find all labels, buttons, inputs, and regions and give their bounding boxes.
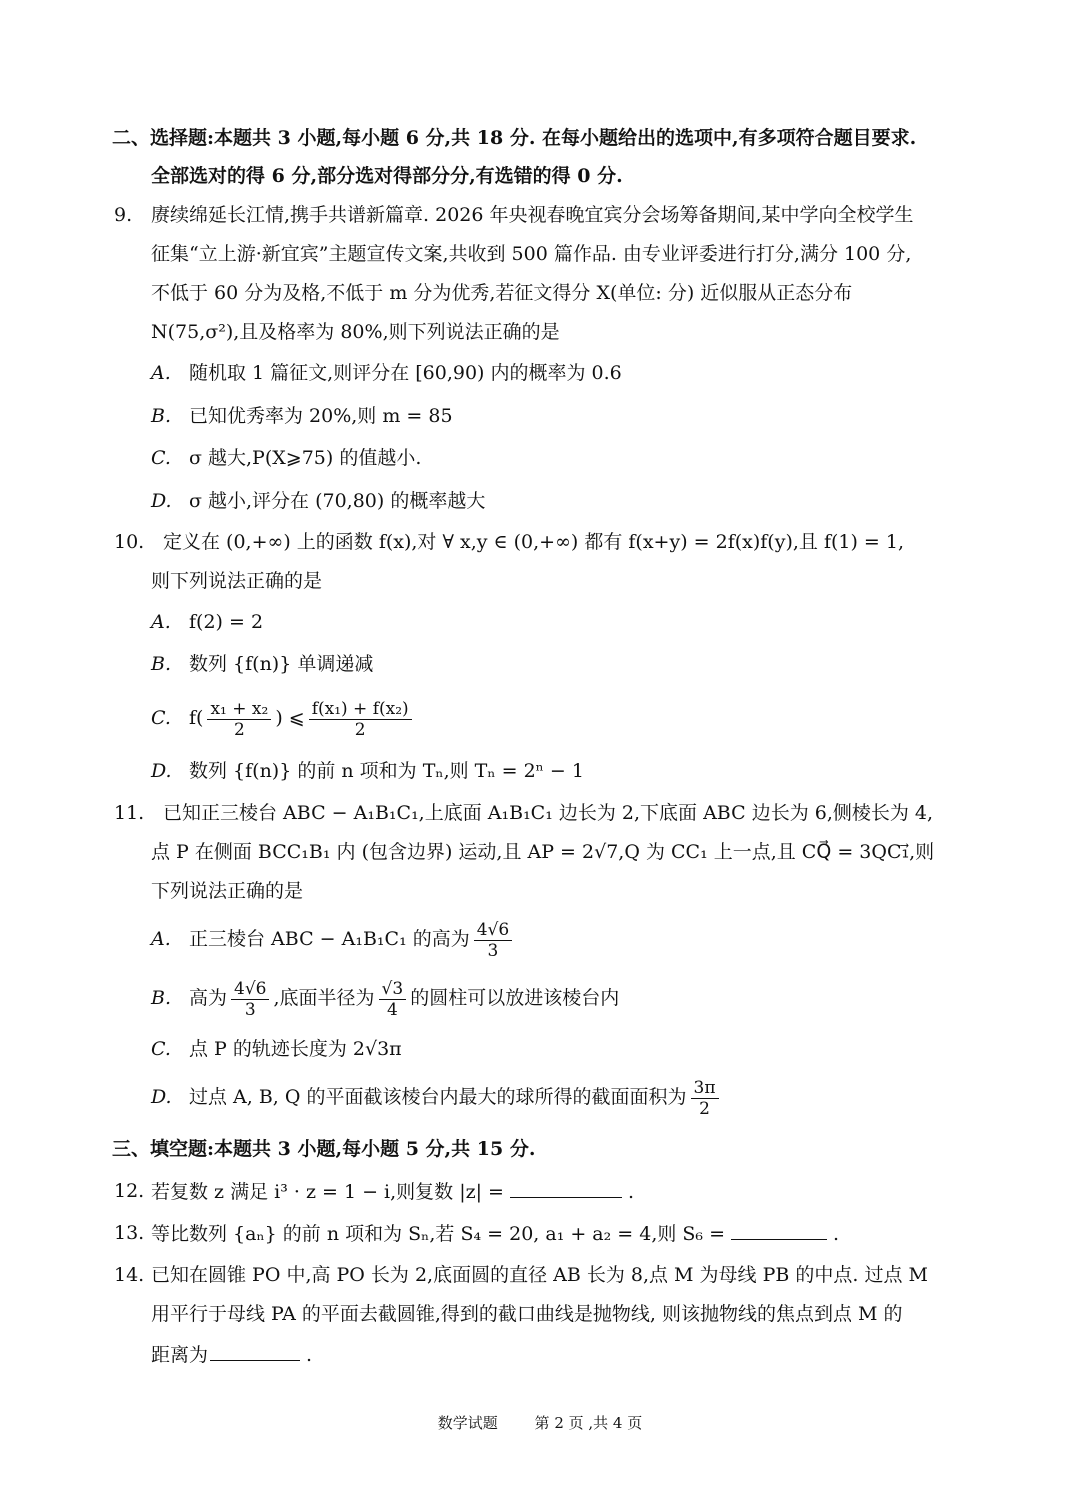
q11-option-a xyxy=(151,917,516,961)
q9-option-d xyxy=(151,489,485,513)
q13-number: 13. xyxy=(114,1222,145,1244)
option-letter: C. xyxy=(151,707,171,729)
q13-end: . xyxy=(833,1223,840,1245)
option-letter: C. xyxy=(151,447,171,469)
q10-option-c xyxy=(151,696,416,740)
fraction-numerator: 3π xyxy=(691,1078,719,1099)
q9-option-b xyxy=(151,404,453,428)
option-letter: A. xyxy=(151,928,171,950)
answer-blank[interactable] xyxy=(731,1221,827,1240)
q11-line-1: 已知正三棱台 ABC − A₁B₁C₁,上底面 A₁B₁C₁ 边长为 2,下底面 ABC 边长为 6,侧棱长为 4, xyxy=(163,802,934,824)
option-letter: D. xyxy=(151,760,172,782)
q12-number: 12. xyxy=(114,1180,145,1202)
q12-text: 若复数 z 满足 i³ · z = 1 − i,则复数 |z| = xyxy=(151,1181,504,1203)
option-text: 随机取 1 篇征文,则评分在 [60,90) 内的概率为 0.6 xyxy=(189,362,622,384)
footer-subject: 数学试题 xyxy=(437,1414,498,1432)
option-letter: B. xyxy=(151,405,172,427)
section2-heading-cont: 全部选对的得 6 分,部分选对得部分分,有选错的得 0 分. xyxy=(151,165,623,187)
fraction-numerator: f(x₁) + f(x₂) xyxy=(309,699,412,720)
q13-line xyxy=(151,1221,839,1246)
fraction xyxy=(474,920,512,961)
q14-end: . xyxy=(306,1344,313,1366)
q10-number: 10. xyxy=(114,531,145,553)
option-text: 已知优秀率为 20%,则 m = 85 xyxy=(189,405,453,427)
q9-line-1: 赓续绵延长江情,携手共谱新篇章. 2026 年央视春晚宜宾分会场筹备期间,某中学向全校学生 xyxy=(151,204,914,226)
fraction xyxy=(309,699,412,740)
section2-heading: 二、选择题:本题共 3 小题,每小题 6 分,共 18 分. 在每小题给出的选项中,有多项符合题目要求. xyxy=(112,127,917,149)
q12-end: . xyxy=(627,1181,635,1203)
fraction-numerator: 4√6 xyxy=(474,920,512,941)
option-letter: D. xyxy=(151,1086,172,1108)
page-footer xyxy=(0,1412,1080,1433)
option-middle: ) ⩽ xyxy=(275,707,305,729)
section3-heading: 三、填空题:本题共 3 小题,每小题 5 分,共 15 分. xyxy=(112,1138,536,1160)
q12-line xyxy=(151,1179,634,1204)
option-text: 数列 {f(n)} 的前 n 项和为 Tₙ,则 Tₙ = 2ⁿ − 1 xyxy=(189,760,584,782)
q9-line-3: 不低于 60 分为及格,不低于 m 分为优秀,若征文得分 X(单位: 分) 近似服从正态分布 xyxy=(151,282,853,304)
answer-blank[interactable] xyxy=(510,1179,622,1198)
q10-line-1: 定义在 (0,+∞) 上的函数 f(x),对 ∀ x,y ∈ (0,+∞) 都有 f(x+y) = 2f(x)f(y),且 f(1) = 1, xyxy=(163,531,905,553)
q11-option-b xyxy=(151,976,619,1020)
fraction-numerator: √3 xyxy=(379,979,407,1000)
q10-line-2: 则下列说法正确的是 xyxy=(151,570,323,592)
fraction-denominator: 2 xyxy=(233,719,245,740)
q10-option-a xyxy=(151,610,263,634)
option-letter: C. xyxy=(151,1038,171,1060)
option-prefix: 正三棱台 ABC − A₁B₁C₁ 的高为 xyxy=(189,928,470,950)
option-letter: A. xyxy=(151,611,171,633)
fraction xyxy=(231,979,269,1020)
fraction xyxy=(691,1078,719,1119)
fraction-denominator: 4 xyxy=(386,999,398,1020)
q9-option-a xyxy=(151,361,622,385)
fraction-denominator: 3 xyxy=(244,999,256,1020)
q13-text: 等比数列 {aₙ} 的前 n 项和为 Sₙ,若 S₄ = 20, a₁ + a₂ = 4,则 S₆ = xyxy=(151,1223,726,1245)
answer-blank[interactable] xyxy=(210,1342,300,1361)
q9-number: 9. xyxy=(114,204,133,226)
option-text: 数列 {f(n)} 单调递减 xyxy=(189,653,374,675)
option-suffix: 的圆柱可以放进该棱台内 xyxy=(410,987,620,1009)
footer-page-number: 第 2 页 ,共 4 页 xyxy=(534,1414,643,1432)
option-letter: B. xyxy=(151,987,172,1009)
q10-option-b xyxy=(151,652,373,676)
q9-line-4: N(75,σ²),且及格率为 80%,则下列说法正确的是 xyxy=(151,321,560,343)
fraction-denominator: 2 xyxy=(354,719,366,740)
option-text: f(2) = 2 xyxy=(189,611,264,633)
option-letter: A. xyxy=(151,362,171,384)
fraction-numerator: 4√6 xyxy=(231,979,269,1000)
q9-line-2: 征集“立上游·新宜宾”主题宣传文案,共收到 500 篇作品. 由专业评委进行打分,满分 100 分, xyxy=(151,243,912,265)
q14-last-text: 距离为 xyxy=(151,1344,209,1366)
option-middle: ,底面半径为 xyxy=(273,987,375,1009)
q10-option-d xyxy=(151,759,584,783)
option-prefix: 过点 A, B, Q 的平面截该棱台内最大的球所得的截面面积为 xyxy=(189,1086,687,1108)
q11-line-3: 下列说法正确的是 xyxy=(151,880,304,902)
q11-number: 11. xyxy=(114,802,145,824)
option-text: 点 P 的轨迹长度为 2√3π xyxy=(189,1038,402,1060)
fraction xyxy=(207,699,271,740)
option-letter: D. xyxy=(151,490,172,512)
fraction-numerator: x₁ + x₂ xyxy=(207,699,271,720)
q9-option-c xyxy=(151,446,421,470)
option-prefix: 高为 xyxy=(189,987,228,1009)
option-letter: B. xyxy=(151,653,172,675)
fraction xyxy=(379,979,407,1020)
q14-line-3 xyxy=(151,1342,312,1367)
q14-line-1: 已知在圆锥 PO 中,高 PO 长为 2,底面圆的直径 AB 长为 8,点 M 为母线 PB 的中点. 过点 M xyxy=(151,1264,928,1286)
q11-option-c xyxy=(151,1037,402,1061)
q11-line-2: 点 P 在侧面 BCC₁B₁ 内 (包含边界) 运动,且 AP = 2√7,Q 为 CC₁ 上一点,且 CQ⃗ = 3QC₁⃗,则 xyxy=(151,841,935,863)
q14-line-2: 用平行于母线 PA 的平面去截圆锥,得到的截口曲线是抛物线, 则该抛物线的焦点到点 M 的 xyxy=(151,1303,903,1325)
fraction-denominator: 2 xyxy=(699,1098,710,1119)
option-text: σ 越大,P(X⩾75) 的值越小. xyxy=(189,447,422,469)
option-text: σ 越小,评分在 (70,80) 的概率越大 xyxy=(189,490,486,512)
q11-option-d xyxy=(151,1075,723,1119)
fraction-denominator: 3 xyxy=(487,940,499,961)
q14-number: 14. xyxy=(114,1264,145,1286)
option-prefix: f( xyxy=(189,707,204,729)
